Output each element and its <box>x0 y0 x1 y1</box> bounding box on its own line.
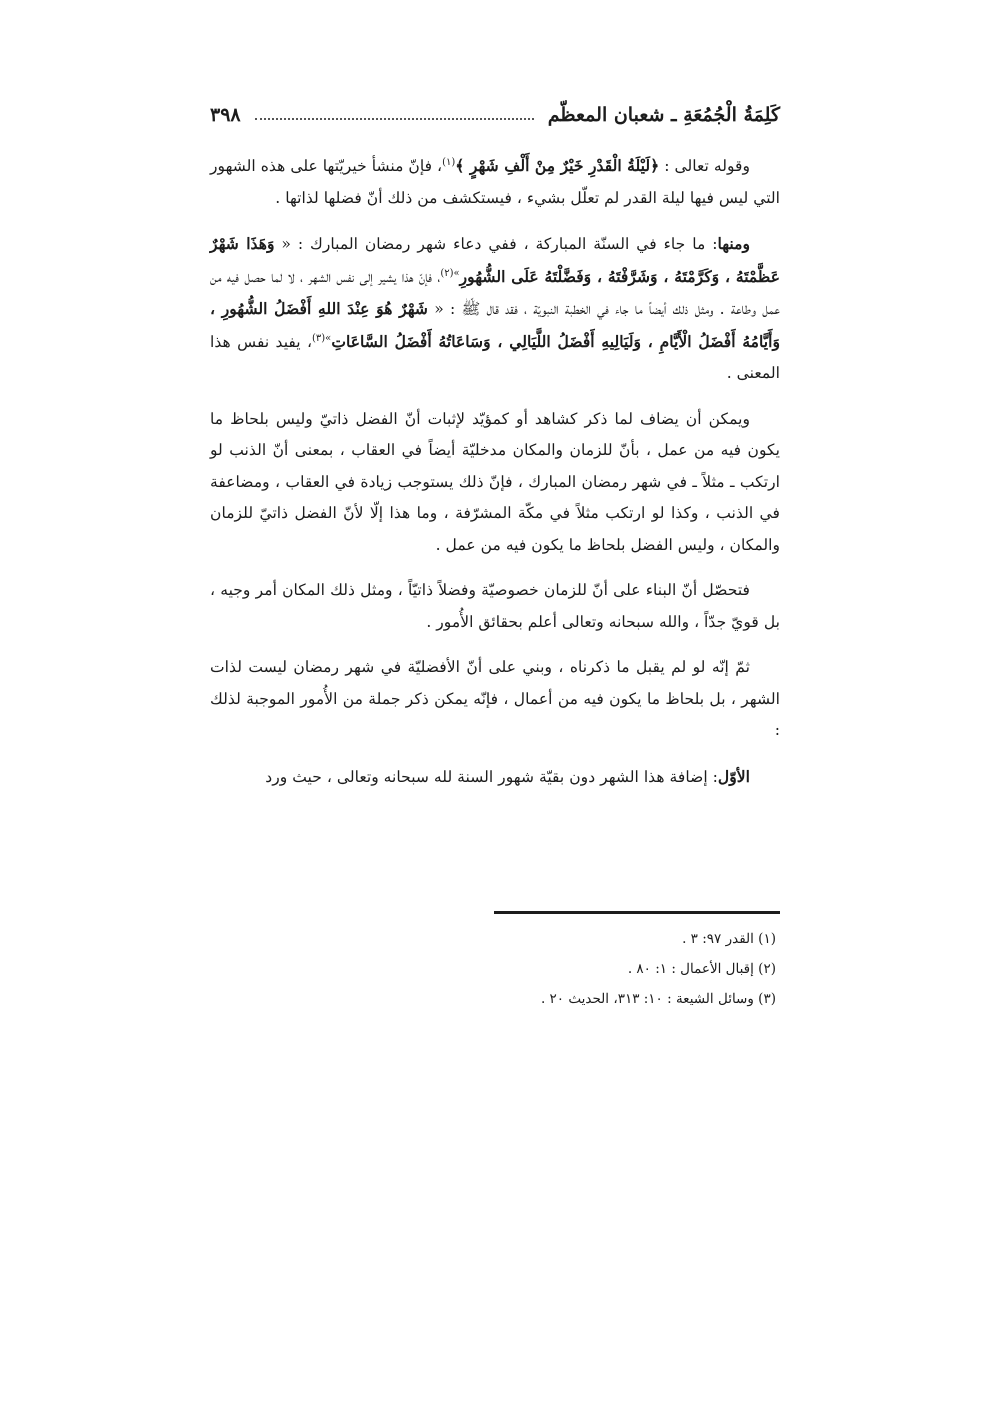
lead-word: الأوّل <box>717 766 750 786</box>
text-run: : إضافة هذا الشهر دون بقيّة شهور السنة لله سبحانه وتعالى ، حيث ورد <box>265 767 718 786</box>
hadith-quote: شَهْرٌ هُوَ عِنْدَ اللهِ أَفْضَلُ الشُّهُورِ ، وَأَيَّامُهُ أَفْضَلُ الْأَيَّامِ ، وَلَيَالِيهِ أَفْضَلُ اللَّيَالِي ، وَسَاعَاتُهُ أَفْضَلُ السَّاعَاتِ <box>210 299 780 351</box>
footnote-1: (١) القدر ٩٧: ٣ . <box>682 931 776 947</box>
footnote-separator <box>494 911 780 914</box>
text-run: ، فإنّ هذا يشير إلى نفس الشهر ، لا لما حصل فيه من عمل وطاعة . ومثل ذلك أيضاً ما جاء في الخطبة النبويّة ، فقد قال ﷺ : « <box>210 267 780 318</box>
footnote-ref-2: »(٢) <box>440 267 460 279</box>
text-run: ، يفيد نفس هذا المعنى . <box>210 332 780 382</box>
paragraph-3 <box>210 404 780 562</box>
text-run: ثمّ إنّه لو لم يقبل ما ذكرناه ، وبني على أنّ الأفضليّة في شهر رمضان ليست لذات الشهر ، بل بلحاظ ما يكون فيه من أعمال ، فإنّه يمكن ذكر جملة من الأُمور الموجبة لذلك : <box>210 658 780 739</box>
text-run: فتحصّل أنّ البناء على أنّ للزمان خصوصيّة وفضلاً ذاتيّاً ، ومثل ذلك المكان أمر وجيه ، بل قويّ جدّاً ، والله سبحانه وتعالى أعلم بحقائق الأُمور . <box>210 581 780 631</box>
paragraph-1 <box>210 150 780 214</box>
paragraph-4 <box>210 575 780 638</box>
header-leader-dots <box>255 118 534 120</box>
footnote-ref-3: »(٣) <box>312 332 332 344</box>
text-run: ويمكن أن يضاف لما ذكر كشاهد أو كمؤيّد لإثبات أنّ الفضل ذاتيّ وليس بلحاظ ما يكون فيه من عمل ، بأنّ للزمان والمكان مدخليّة أيضاً في العقاب ، بمعنى أنّ الذنب لو ارتكب ـ مثلاً ـ في شهر رمضان المبارك ، فإنّ ذلك يستوجب زيادة في العقاب ، ومضاعفة في الذنب ، وكذا لو ارتكب مثلاً في مكّة المشرّفة ، وما هذا إلّا لأنّ الفضل ذاتيّ للزمان والمكان ، وليس الفضل بلحاظ ما يكون فيه من عمل . <box>210 409 780 554</box>
footnote-3: (٣) وسائل الشيعة : ١٠: ٣١٣، الحديث ٢٠ . <box>540 991 776 1007</box>
footnote-ref-1: (١) <box>442 156 456 168</box>
text-run: ، فإنّ منشأ خيريّتها على هذه الشهور التي ليس فيها ليلة القدر لم تعلّل بشيء ، فيستكشف من ذلك أنّ فضلها لذاتها . <box>210 157 780 207</box>
footnote-2: (٢) إقبال الأعمال : ١: ٨٠ . <box>627 961 776 977</box>
lead-word: ومنها <box>717 234 751 253</box>
text-run: وقوله تعالى : <box>659 157 750 175</box>
footnotes <box>210 924 780 1014</box>
dua-quote: وَهَذَا شَهْرٌ عَظَّمْتَهُ ، وَكَرَّمْتَهُ ، وَشَرَّفْتَهُ ، وَفَضَّلْتَهُ عَلَى الشُّهُورِ <box>210 234 781 286</box>
page-number: ٣٩٨ <box>210 104 241 126</box>
paragraph-5 <box>210 652 780 747</box>
text-run: : ما جاء في السنّة المباركة ، ففي دعاء شهر رمضان المبارك : « <box>274 235 718 253</box>
paragraph-2 <box>210 228 780 390</box>
page-header <box>210 98 780 132</box>
running-title: كَلِمَةُ الْجُمُعَةِ ـ شعبان المعظّم <box>547 104 780 126</box>
paragraph-6 <box>210 761 780 794</box>
main-text <box>210 150 780 807</box>
quran-verse: ﴿لَيْلَةُ الْقَدْرِ خَيْرٌ مِنْ أَلْفِ شَهْرٍ ﴾ <box>455 156 660 175</box>
